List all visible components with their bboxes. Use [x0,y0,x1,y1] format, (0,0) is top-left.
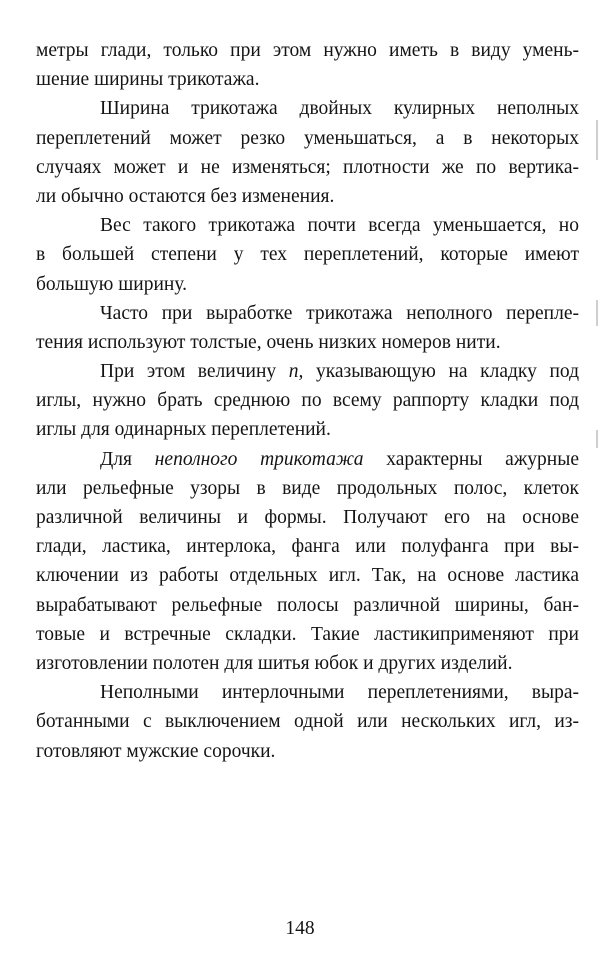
text-line: переплетений может резко уменьшаться, а в некоторых [36,127,579,149]
text-line: Неполными интерлочными переплетениями, выра- [100,682,579,704]
italic-term: неполного трикотажа [154,448,364,470]
text-run: характерны ажурные [363,448,579,470]
body-text [36,36,579,766]
text-line: ключении из работы отдельных игл. Так, на основе ластика [36,565,579,587]
text-line: ли обычно остаются без изменения. [36,185,335,207]
text-line: Вес такого трикотажа почти всегда уменьшается, но [100,215,579,237]
text-line: иглы, нужно брать среднюю по всему раппорту кладки под [36,390,579,412]
text-line: вырабатывают рельефные полосы различной ширины, бан- [36,594,579,616]
text-line: случаях может и не изменяться; плотности же по вертика- [36,156,579,178]
text-run: При этом величину [100,361,289,383]
text-line: большую ширину. [36,273,187,295]
text-line [36,445,579,474]
text-line [36,357,579,386]
text-line: глади, ластика, интерлока, фанга или полуфанга при вы- [36,536,579,558]
text-line: тения используют толстые, очень низких номеров нити. [36,331,501,353]
text-line: товые и встречные складки. Такие ластикиприменяют при [36,623,579,645]
text-run: Для [100,448,155,470]
text-line: Часто при выработке трикотажа неполного перепле- [100,302,579,324]
text-line: в большей степени у тех переплетений, которые имеют [36,244,579,266]
text-line: Ширина трикотажа двойных кулирных неполных [100,98,579,120]
text-line: ботанными с выключением одной или нескольких игл, из- [36,711,579,733]
scan-edge-mark [596,430,598,448]
italic-term: n, [288,361,304,383]
text-line: или рельефные узоры в виде продольных полос, клеток [36,477,579,499]
text-line: иглы для одинарных переплетений. [36,419,331,441]
text-run: указывающую на кладку под [303,361,580,383]
text-line: готовляют мужские сорочки. [36,740,276,762]
text-line: метры глади, только при этом нужно иметь в виду умень- [36,40,579,61]
text-line: различной величины и формы. Получают его на основе [36,507,579,528]
text-line: шение ширины трикотажа. [36,69,260,91]
page-number: 148 [285,918,315,939]
text-line: изготовлении полотен для шитья юбок и других изделий. [36,652,513,674]
scan-edge-mark [596,300,598,326]
scan-edge-mark [596,120,598,160]
